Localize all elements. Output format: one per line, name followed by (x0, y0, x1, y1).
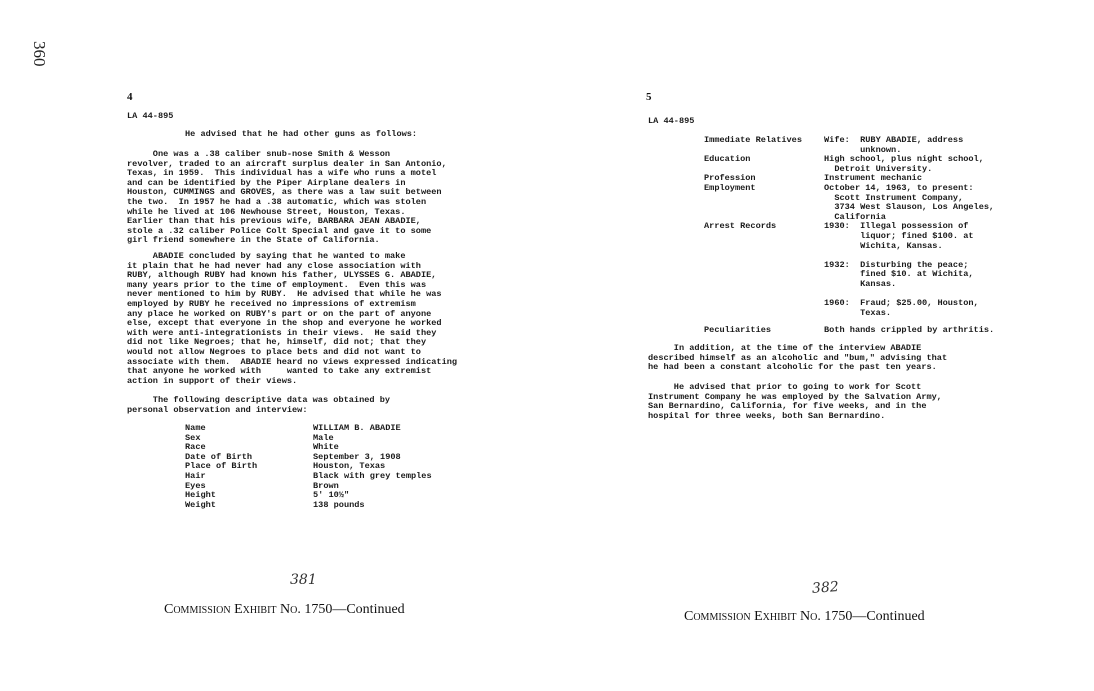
left-caption-prefix: Commission Exhibit No. (164, 602, 301, 617)
row-label: Profession (704, 173, 756, 184)
right-data-table (704, 136, 994, 336)
right-handwritten-number: 382 (811, 579, 840, 597)
data-value: Black with grey temples (313, 470, 432, 481)
data-value: 138 pounds (313, 499, 365, 510)
data-value: Male (313, 432, 334, 443)
row-value: Wife: RUBY ABADIE, address unknown. (824, 135, 964, 155)
right-caption-prefix: Commission Exhibit No. (684, 609, 821, 624)
right-caption-suffix: 1750—Continued (824, 609, 925, 624)
data-label: Date of Birth (185, 451, 253, 462)
row-label: Education (704, 154, 751, 165)
row-label: Immediate Relatives (704, 135, 802, 145)
right-file-number: LA 44-895 (648, 116, 695, 126)
left-caption-suffix: 1750—Continued (304, 602, 405, 617)
data-value: WILLIAM B. ABADIE (313, 423, 401, 433)
data-label: Name (185, 423, 206, 433)
row-value: High school, plus night school, Detroit University. (824, 154, 984, 174)
right-paragraph-1: In addition, at the time of the interview ABADIE described himself as an alcoholic and "bum," advising that he had been a constant alcoholic for the past ten years. (648, 343, 948, 373)
data-label: Sex (185, 432, 201, 443)
data-value: Houston, Texas (313, 461, 386, 472)
row-value: October 14, 1963, to present: Scott Instrument Company, 3734 West Slauson, Los Angeles, California (824, 182, 995, 222)
left-page-number: 4 (127, 91, 133, 103)
row-label: Employment (704, 182, 756, 193)
row-label: Peculiarities (704, 325, 772, 336)
data-value: September 3, 1908 (313, 451, 401, 462)
left-file-number: LA 44-895 (127, 111, 174, 121)
side-page-number: 360 (30, 41, 49, 67)
row-label: Arrest Records (704, 221, 777, 232)
right-page-number: 5 (646, 91, 652, 103)
left-paragraph-3: The following descriptive data was obtained by personal observation and interview: (127, 395, 391, 415)
row-value: Instrument mechanic (824, 173, 922, 184)
data-value: 5' 10½" (313, 490, 350, 501)
left-paragraph-2: ABADIE concluded by saying that he wanted to make it plain that he had never had any close association with RUBY, although RUBY had known his father, ULYSSES G. ABADIE, many years prior to the time of employment. Even this was never mentioned to him by RUBY. He advised that while he was employed by RUBY he received no impressions of extremism any place he worked on RUBY's part or on the part of anyone else, except that everyone in the shop and everyone he worked with were anti-integrationists in their views. He said they did not like Negroes; that he, himself, did not; that they would not allow Negroes to place bets and did not want to associate with them. ABADIE heard no views expressed indicating that anyone he worked with wanted to take any extremist action in support of their views. (127, 251, 458, 386)
left-intro: He advised that he had other guns as follows: (185, 129, 418, 139)
data-value: Brown (313, 480, 339, 491)
data-label: Place of Birth (185, 461, 258, 472)
left-paragraph-1: One was a .38 caliber snub-nose Smith & Wesson revolver, traded to an aircraft surplus dealer in San Antonio, Texas, in 1959. This individual has a wife who runs a motel and can be identified by the Piper Airplane dealers in Houston, CUMMINGS and GROVES, as there was a law suit between the two. In 1957 he had a .38 automatic, which was stolen while he lived at 106 Newhouse Street, Houston, Texas. Earlier than that his previous wife, BARBARA JEAN ABADIE, stole a .32 caliber Police Colt Special and gave it to some girl friend somewhere in the State of California. (127, 149, 447, 246)
data-label: Weight (185, 499, 216, 510)
right-paragraph-2: He advised that prior to going to work for Scott Instrument Company he was employed by the Salvation Army, San Bernardino, California, for five weeks, and in the hospital for three weeks, both San Bernardino. (648, 382, 942, 421)
descriptive-data-table (185, 424, 432, 510)
data-label: Race (185, 442, 206, 453)
data-label: Hair (185, 470, 206, 481)
left-handwritten-number: 381 (290, 572, 317, 588)
row-value: Both hands crippled by arthritis. (824, 325, 995, 336)
row-value: 1930: Illegal possession of liquor; fined $100. at Wichita, Kansas. 1932: Disturbing the peace; fined $10. at Wichita, Kansas. 1960: Fraud; $25.00, Houston, Texas. (824, 221, 979, 318)
data-value: White (313, 442, 339, 453)
data-label: Eyes (185, 480, 206, 491)
right-caption (684, 609, 925, 625)
left-caption (164, 602, 405, 618)
data-label: Height (185, 490, 216, 501)
